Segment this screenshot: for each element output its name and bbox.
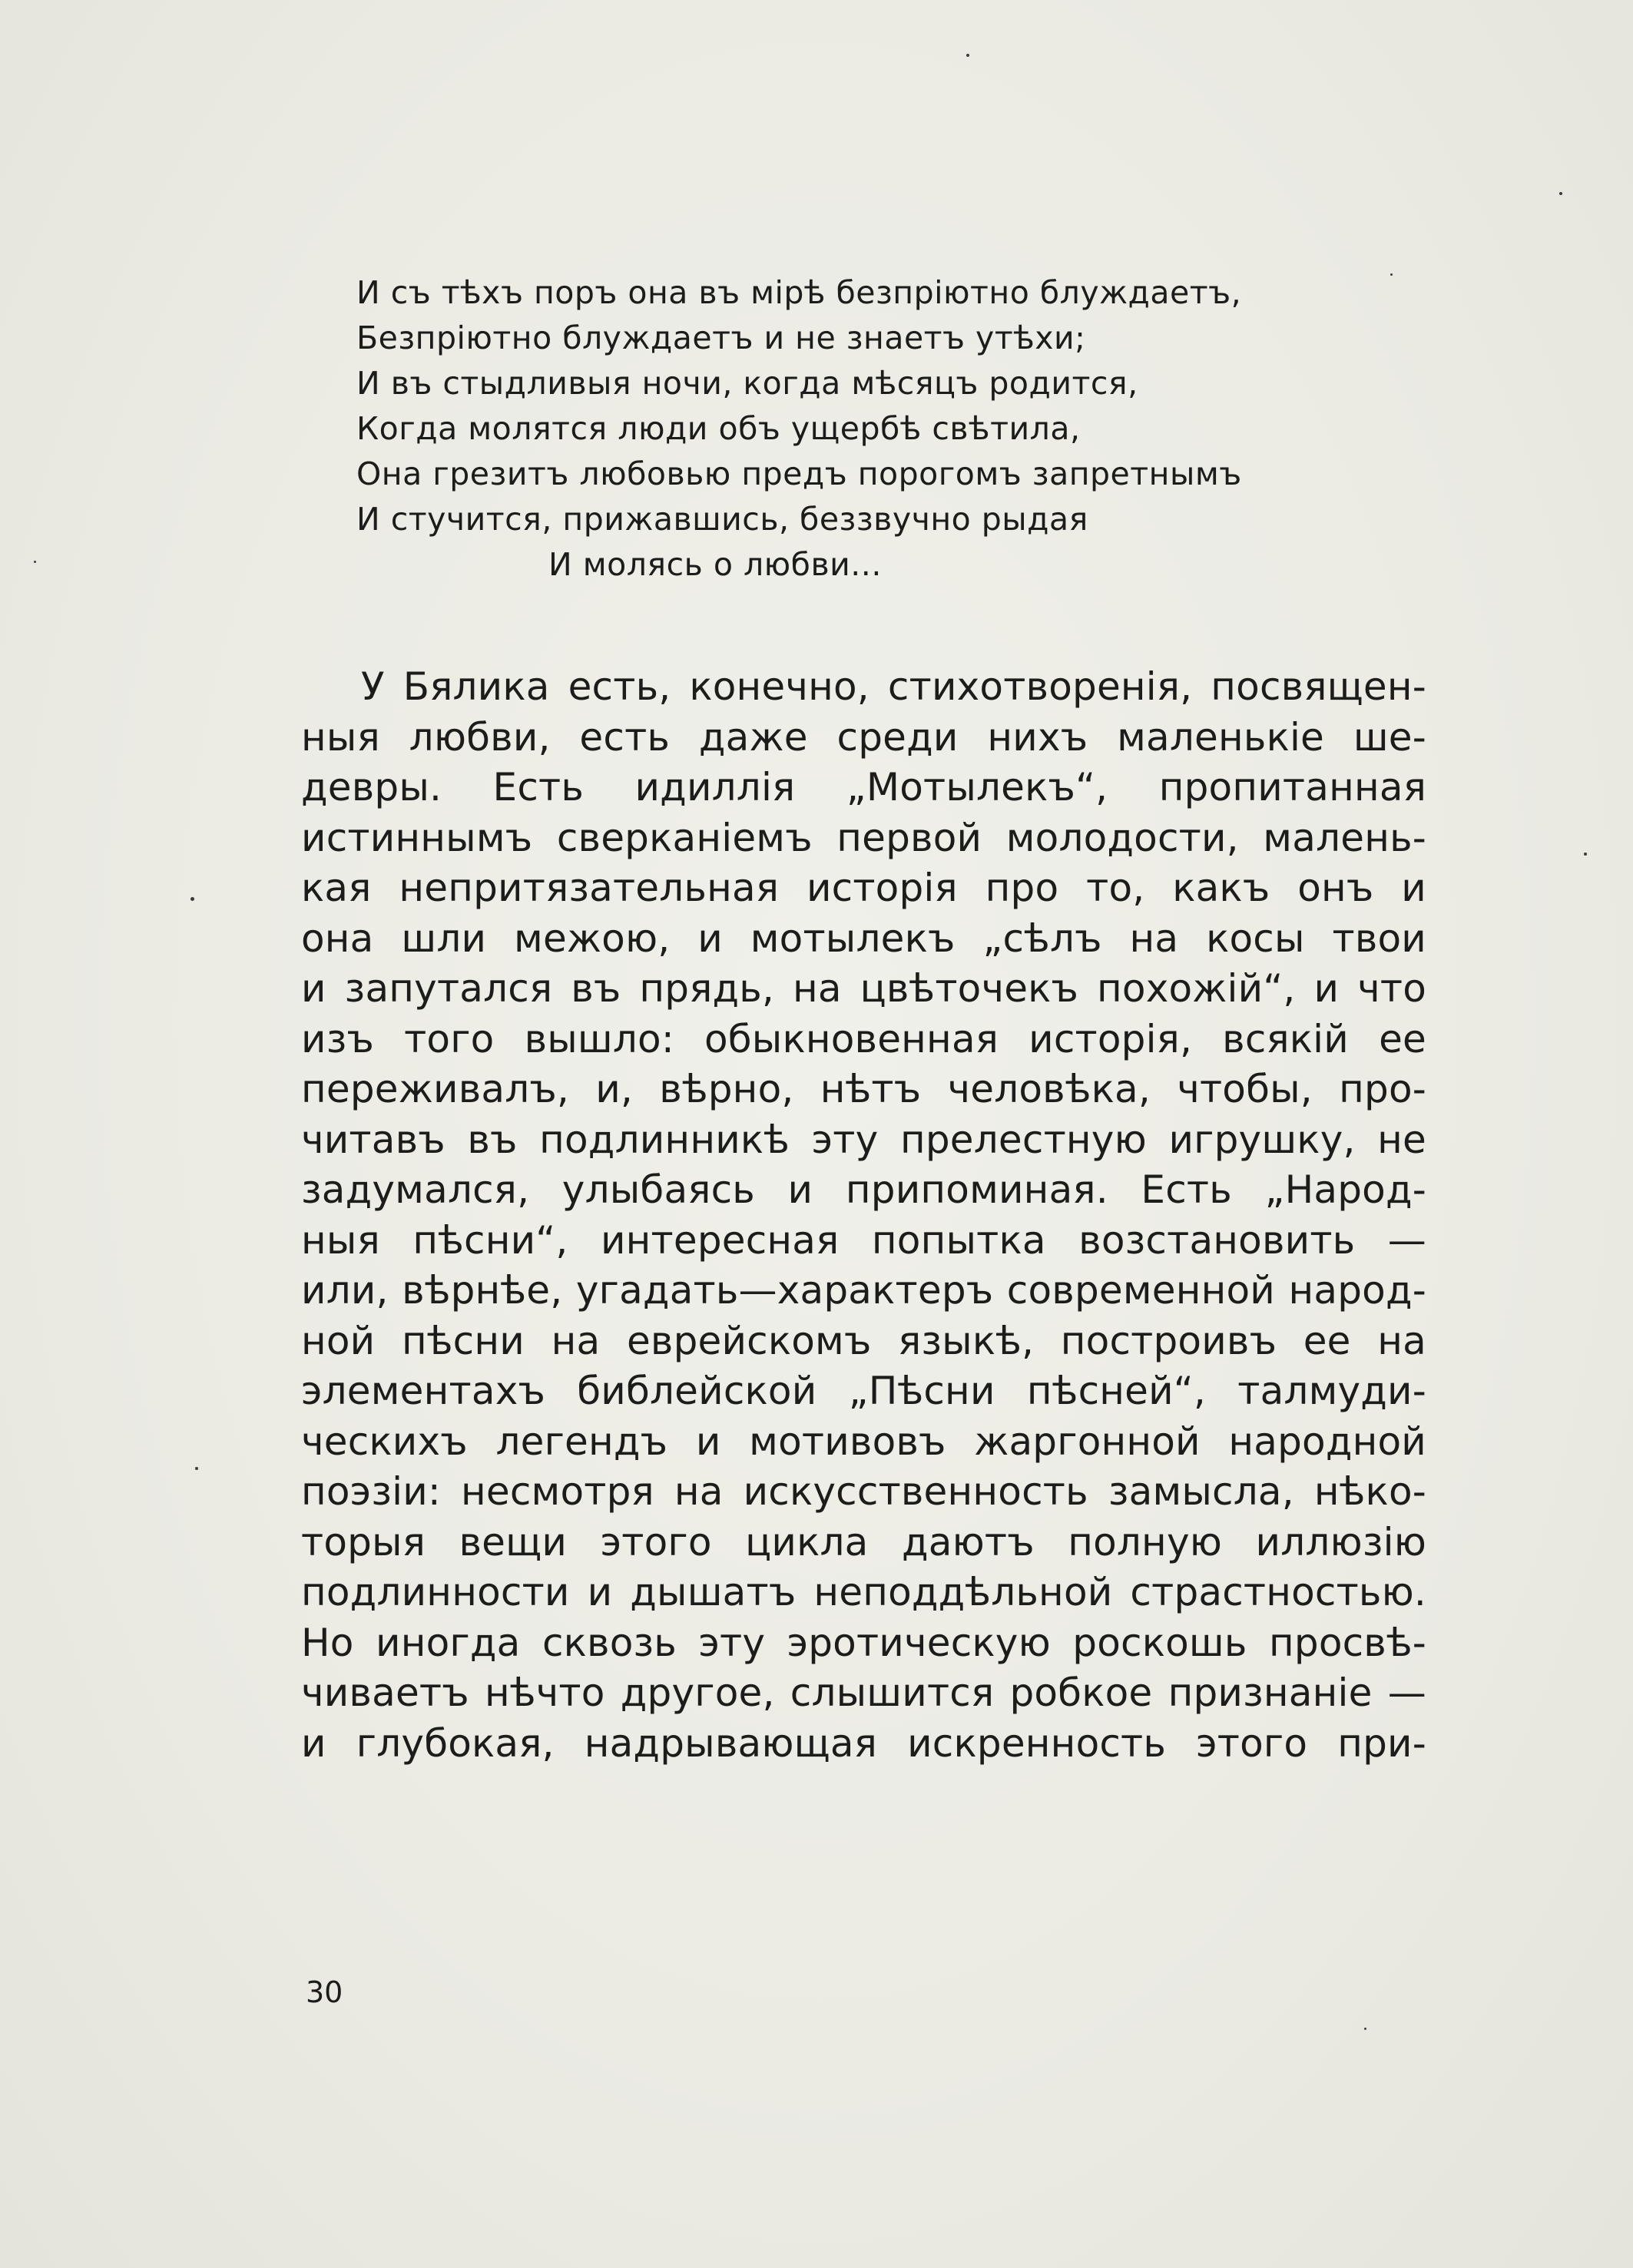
prose-line: задумался, улыбаясь и припоминая. Есть „Народ-: [301, 1167, 1426, 1212]
poem-line: И съ тѣхъ поръ она въ мірѣ безпріютно блуждаетъ,: [356, 274, 1242, 311]
prose-line: изъ того вышло: обыкновенная исторія, всякій ее: [301, 1016, 1426, 1061]
prose-line: Но иногда сквозь эту эротическую роскошь просвѣ-: [301, 1620, 1426, 1665]
prose-line: ной пѣсни на еврейскомъ языкѣ, построивъ ее на: [301, 1318, 1426, 1363]
prose-line: ныя любви, есть даже среди нихъ маленькіе ше-: [301, 714, 1426, 760]
page-number: 30: [306, 1975, 343, 2009]
prose-line: чиваетъ нѣчто другое, слышится робкое признаніе —: [301, 1670, 1426, 1715]
paper-speck: [34, 561, 36, 563]
poem-line: Она грезитъ любовью предъ порогомъ запретнымъ: [356, 455, 1242, 492]
prose-line: ныя пѣсни“, интересная попытка возстановить —: [301, 1217, 1426, 1263]
prose-line: подлинности и дышатъ неподдѣльной страстностью.: [301, 1570, 1426, 1614]
prose-line: истиннымъ сверканіемъ первой молодости, малень-: [301, 815, 1426, 860]
prose-paragraph: [301, 662, 1426, 1769]
prose-line: переживалъ, и, вѣрно, нѣтъ человѣка, чтобы, про-: [301, 1067, 1426, 1111]
paper-speck: [195, 1467, 198, 1470]
poem-block: [356, 270, 1432, 588]
paper-speck: [1559, 192, 1562, 195]
paper-speck: [1584, 853, 1587, 856]
prose-line: элементахъ библейской „Пѣсни пѣсней“, талмуди-: [301, 1369, 1426, 1413]
prose-line: читавъ въ подлинникѣ эту прелестную игрушку, не: [301, 1117, 1426, 1162]
prose-line: и запутался въ прядь, на цвѣточекъ похожій“, и что: [301, 966, 1426, 1011]
paper-speck: [1390, 273, 1393, 276]
prose-line: У Бялика есть, конечно, стихотворенія, посвящен-: [361, 664, 1426, 709]
poem-line: Когда молятся люди объ ущербѣ свѣтила,: [356, 410, 1081, 447]
paper-speck: [190, 897, 194, 901]
poem-line-indented: И молясь о любви...: [548, 546, 882, 583]
poem-line: И въ стыдливыя ночи, когда мѣсяцъ родится,: [356, 365, 1138, 402]
prose-line: кая непритязательная исторія про то, какъ онъ и: [301, 866, 1426, 910]
prose-line: торыя вещи этого цикла даютъ полную иллюзію: [301, 1519, 1426, 1564]
prose-line: и глубокая, надрывающая искренность этого при-: [301, 1720, 1426, 1766]
prose-line: она шли межою, и мотылекъ „сѣлъ на косы твои: [301, 915, 1426, 961]
paper-speck: [1364, 2028, 1366, 2030]
prose-line: поэзіи: несмотря на искусственность замысла, нѣко-: [301, 1469, 1426, 1514]
poem-line: И стучится, прижавшись, беззвучно рыдая: [356, 501, 1088, 538]
poem-line: Безпріютно блуждаетъ и не знаетъ утѣхи;: [356, 320, 1086, 356]
paper-speck: [966, 54, 969, 57]
prose-line: девры. Есть идиллія „Мотылекъ“, пропитанная: [301, 765, 1426, 810]
prose-line: ческихъ легендъ и мотивовъ жаргонной народной: [301, 1419, 1426, 1464]
prose-line: или, вѣрнѣе, угадать—характеръ современной народ-: [301, 1268, 1426, 1313]
